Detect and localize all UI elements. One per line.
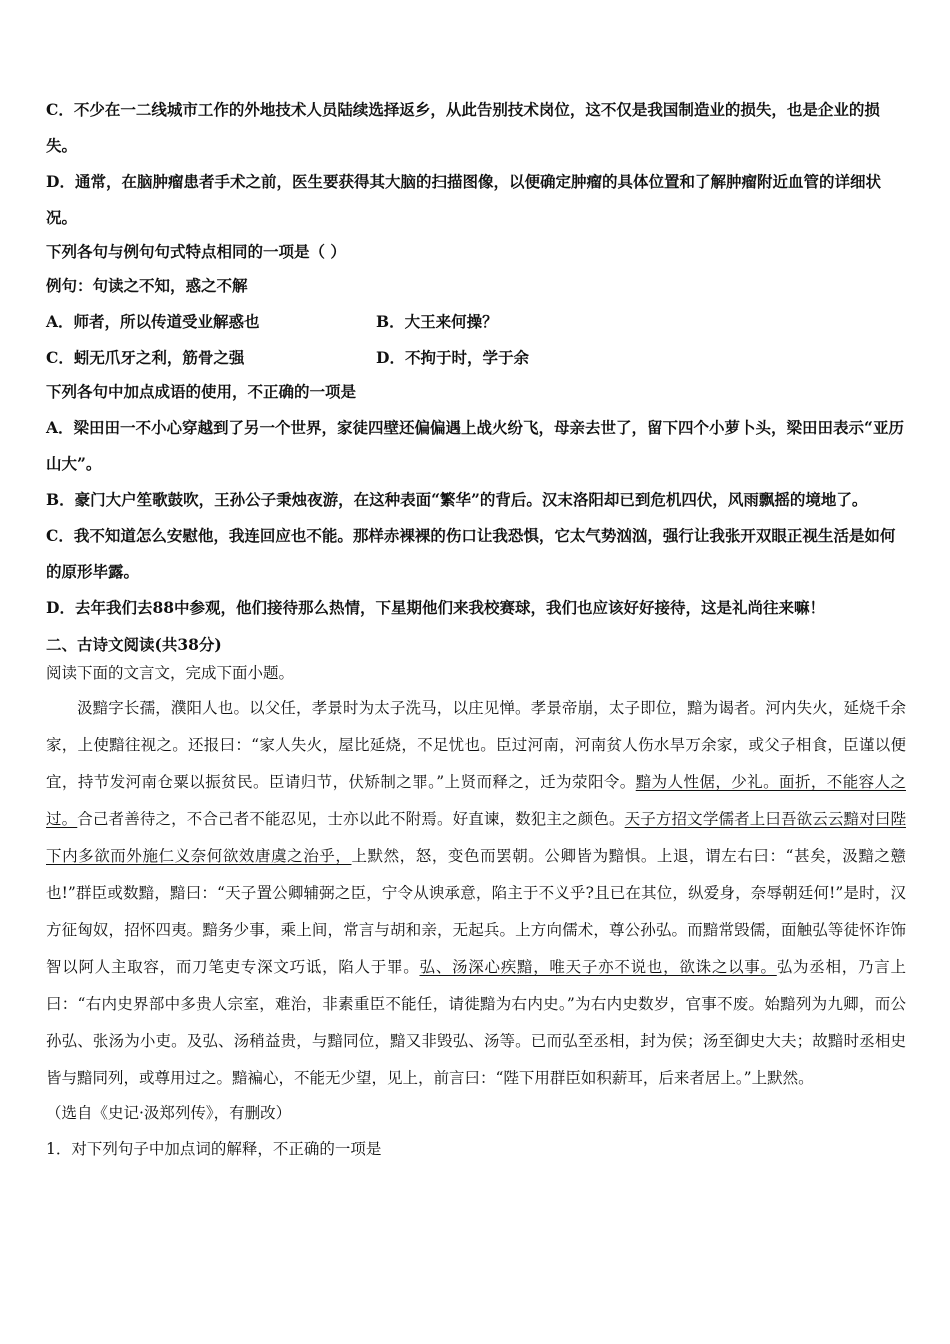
section-title: 二、古诗文阅读(共38分)	[46, 635, 222, 654]
prev-option-c: C．不少在一二线城市工作的外地技术人员陆续选择返乡，从此告别技术岗位，这不仅是我国制造业的损失，也是企业的损失。	[46, 100, 880, 155]
passage-text-1: 汲黯字长孺，濮阳人也。以父任，孝景时为太子洗马，以庄见惮。孝景帝崩，太子即位，黯为谒者。河内失火，延烧千余家，上使黯往视之。还报曰：“家人失火，屋比延烧，不足忧也。臣过河南，河南贫人伤水旱万余家，或父子相食，臣谨以便宜，持节发河南仓粟以振贫民。臣请归节，伏矫制之罪。”上贤而释之，迁为荥阳令。	[46, 699, 906, 791]
passage-text-3: 上默然，怒，变色而罢朝。公卿皆为黯惧。上退，谓左右曰：“甚矣，汲黯之戆也!”群臣或数黯，黯曰：“天子置公卿辅弼之臣，宁令从谀承意，陷主于不义乎?且已在其位，纵爱身，奈辱朝廷何!”是时，汉方征匈奴，招怀四夷。黯务少事，乘上间，常言与胡和亲，无起兵。上方向儒术，尊公孙弘。而黯常毁儒，面触弘等徒怀诈饰智以阿人主取容，而刀笔吏专深文巧诋，陷人于罪。	[46, 847, 906, 976]
underlined-sentence-1: 黯为人性倨，少礼。面折，不能容人之过。	[46, 773, 906, 828]
sentence-question-example: 例句：句读之不知，惑之不解	[46, 276, 248, 295]
exam-page	[46, 92, 906, 1167]
question-1-stem: 1．对下列句子中加点词的解释，不正确的一项是	[46, 1140, 382, 1158]
sentence-option-a: A．师者，所以传道受业解惑也	[46, 312, 260, 331]
classical-passage	[46, 690, 906, 1097]
underlined-sentence-2: 天子方招文学儒者上曰吾欲云云黯对曰陛下内多欲而外施仁义奈何欲效唐虞之治乎，	[46, 810, 906, 865]
idiom-option-a: A．梁田田一不小心穿越到了另一个世界，家徒四壁还偏偏遇上战火纷飞，母亲去世了，留下四个小萝卜头，梁田田表示“亚历山大”。	[46, 418, 904, 473]
idiom-option-d: D．去年我们去88中参观，他们接待那么热情，下星期他们来我校赛球，我们也应该好好接待，这是礼尚往来嘛！	[46, 598, 826, 617]
sentence-option-b: B．大王来何操？	[376, 312, 498, 331]
idiom-question-stem: 下列各句中加点成语的使用，不正确的一项是	[46, 382, 357, 401]
sentence-question-stem: 下列各句与例句句式特点相同的一项是（ ）	[46, 242, 346, 261]
passage-source: （选自《史记·汲郑列传》，有删改）	[46, 1104, 292, 1122]
sentence-option-c: C．蚓无爪牙之利，筋骨之强	[46, 348, 245, 367]
passage-text-4: 弘为丞相，乃言上曰：“右内史界部中多贵人宗室，难治，非素重臣不能任，请徙黯为右内史。”为右内史数岁，官事不废。始黯列为九卿，而公孙弘、张汤为小吏。及弘、汤稍益贵，与黯同位，黯又非毁弘、汤等。已而弘至丞相，封为侯；汤至御史大夫；故黯时丞相史皆与黯同列，或尊用过之。黯褊心，不能无少望，见上，前言曰：“陛下用群臣如积薪耳，后来者居上。”上默然。	[46, 958, 906, 1087]
idiom-option-b: B．豪门大户笙歌鼓吹，王孙公子秉烛夜游，在这种表面“繁华”的背后。汉末洛阳却已到危机四伏，风雨飘摇的境地了。	[46, 490, 868, 509]
underlined-sentence-3: 弘、汤深心疾黯，唯天子亦不说也，欲诛之以事。	[419, 958, 777, 976]
passage-text-2: 合己者善待之，不合己者不能忍见，士亦以此不附焉。好直谏，数犯主之颜色。	[77, 810, 625, 828]
sentence-options-row-1	[46, 304, 906, 340]
section-intro: 阅读下面的文言文，完成下面小题。	[46, 664, 295, 682]
sentence-option-d: D．不拘于时，学于余	[376, 348, 529, 367]
sentence-options-row-2	[46, 340, 906, 376]
prev-option-d: D．通常，在脑肿瘤患者手术之前，医生要获得其大脑的扫描图像，以便确定肿瘤的具体位置和了解肿瘤附近血管的详细状况。	[46, 172, 881, 227]
idiom-option-c: C．我不知道怎么安慰他，我连回应也不能。那样赤裸裸的伤口让我恐惧，它太气势汹汹，强行让我张开双眼正视生活是如何的原形毕露。	[46, 526, 896, 581]
